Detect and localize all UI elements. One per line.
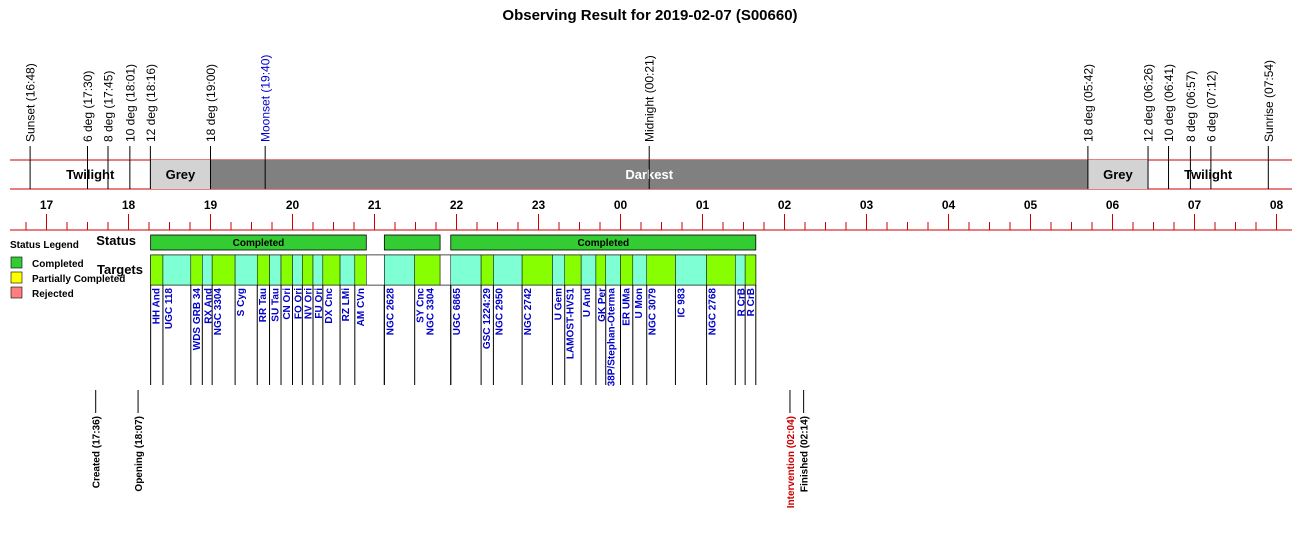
legend-label-rejected: Rejected [32, 289, 74, 300]
legend-label-completed: Completed [32, 259, 84, 270]
target-block [270, 255, 281, 285]
target-name: 38P/Stephan-Oterma [606, 288, 618, 387]
event-label: 18 deg (19:00) [204, 63, 218, 142]
hour-tick-label: 03 [859, 198, 874, 212]
target-name: RZ LMi [341, 288, 353, 322]
target-block [493, 255, 522, 285]
target-block [552, 255, 564, 285]
target-name: NGC 3304 [425, 288, 437, 336]
bottom-event-label: Intervention (02:04) [785, 416, 797, 509]
target-name: UGC 6865 [451, 288, 463, 336]
target-block [745, 255, 756, 285]
status-row [151, 235, 756, 250]
target-block [235, 255, 257, 285]
target-gap [366, 255, 384, 285]
chart-title: Observing Result for 2019-02-07 (S00660) [502, 7, 798, 24]
event-label: 10 deg (18:01) [123, 63, 138, 142]
legend-label-partial: Partially Completed [32, 274, 126, 285]
event-label: 6 deg (17:30) [81, 70, 95, 142]
hour-tick-label: 21 [367, 198, 382, 212]
event-label: 12 deg (06:26) [1141, 63, 1156, 142]
target-block [596, 255, 606, 285]
target-block [212, 255, 235, 285]
hour-tick-label: 20 [285, 198, 300, 212]
target-block [606, 255, 621, 285]
event-label: Sunset (16:48) [23, 63, 38, 142]
target-block [191, 255, 202, 285]
target-name: HH And [151, 288, 163, 325]
legend-swatch-completed [11, 257, 22, 268]
target-block [313, 255, 323, 285]
target-block [163, 255, 191, 285]
target-block [202, 255, 212, 285]
target-gap [440, 255, 451, 285]
target-name: U And [582, 288, 594, 318]
target-name: NGC 2768 [707, 288, 719, 336]
target-name: CN Ori [282, 288, 294, 320]
event-label: 8 deg (06:57) [1183, 70, 1198, 142]
target-name: NGC 3304 [213, 288, 225, 336]
target-name: NGC 2628 [385, 288, 397, 336]
target-name: R CrB [736, 288, 748, 317]
target-block [355, 255, 366, 285]
target-block [675, 255, 706, 285]
target-name: UGC 118 [163, 288, 175, 330]
status-block [384, 235, 440, 250]
target-name: IC 983 [676, 288, 688, 318]
hour-tick-label: 22 [449, 198, 464, 212]
hour-tick-label: 05 [1023, 198, 1038, 212]
bottom-event-markers [92, 390, 811, 508]
target-name: R CrB [746, 288, 758, 317]
target-block [647, 255, 676, 285]
target-name: FU Ori [314, 288, 325, 319]
target-block [633, 255, 647, 285]
target-block [735, 255, 745, 285]
target-name: GSC 1224:29 [482, 288, 494, 350]
hour-tick-label: 01 [695, 198, 710, 212]
target-name: NGC 2742 [523, 288, 535, 336]
hour-tick-label: 04 [941, 198, 956, 212]
target-block [415, 255, 440, 285]
hour-tick-label: 08 [1269, 198, 1284, 212]
target-block [384, 255, 414, 285]
targets-row [151, 255, 758, 386]
target-name: SY Cnc [415, 288, 427, 323]
target-block [522, 255, 552, 285]
target-name: RX And [203, 288, 215, 324]
target-name: NGC 3079 [647, 288, 659, 336]
hour-tick-label: 07 [1187, 198, 1202, 212]
target-name: S Cyg [236, 288, 248, 317]
bottom-event-label: Created (17:36) [91, 416, 103, 489]
hour-tick-label: 02 [777, 198, 792, 212]
target-name: GK Per [596, 288, 608, 322]
status-row-label: Status [96, 233, 136, 248]
hour-axis [10, 198, 1292, 230]
target-block [621, 255, 633, 285]
target-block [257, 255, 269, 285]
sky-band-label: Twilight [1184, 167, 1233, 182]
target-block [340, 255, 355, 285]
target-block [481, 255, 493, 285]
targets-row-label: Targets [97, 262, 143, 277]
target-name: WDS GRB 34 [191, 288, 203, 351]
top-event-markers [24, 55, 1276, 160]
event-label: 18 deg (05:42) [1081, 63, 1096, 142]
sky-band-label: Grey [165, 167, 196, 182]
hour-tick-label: 00 [613, 198, 628, 212]
hour-tick-label: 18 [121, 198, 136, 212]
target-block [323, 255, 340, 285]
target-name: LAMOST-HVS1 [565, 288, 577, 360]
hour-tick-label: 17 [39, 198, 54, 212]
bottom-event-label: Opening (18:07) [134, 416, 146, 492]
target-block [581, 255, 596, 285]
target-block [565, 255, 581, 285]
target-name: AM CVn [355, 288, 367, 327]
target-block [151, 255, 163, 285]
hour-tick-label: 23 [531, 198, 546, 212]
target-name: RR Tau [258, 288, 270, 323]
sky-band-label: Twilight [66, 167, 115, 182]
event-label: 12 deg (18:16) [143, 63, 158, 142]
status-block-label: Completed [232, 238, 285, 249]
target-name: U Mon [633, 288, 645, 319]
hour-tick-label: 06 [1105, 198, 1120, 212]
event-label: Sunrise (07:54) [1261, 59, 1276, 142]
status-legend-title: Status Legend [10, 240, 79, 251]
sky-band-label: Grey [1103, 167, 1133, 182]
target-name: U Gem [553, 288, 565, 321]
event-label: Moonset (19:40) [258, 54, 273, 142]
target-name: SU Tau [270, 288, 282, 322]
legend-swatch-rejected [11, 287, 22, 298]
target-block [293, 255, 303, 285]
hour-tick-label: 19 [203, 198, 218, 212]
sky-condition-bands [10, 160, 1292, 189]
legend-swatch-partial [11, 272, 22, 283]
target-name: NGC 2950 [494, 288, 506, 336]
event-label: 10 deg (06:41) [1162, 63, 1177, 142]
event-label: 6 deg (07:12) [1204, 70, 1219, 142]
bottom-event-label: Finished (02:14) [799, 416, 811, 493]
sky-band-label: Darkest [625, 167, 674, 182]
target-block [302, 255, 313, 285]
event-label: 8 deg (17:45) [101, 70, 116, 142]
target-block [707, 255, 736, 285]
target-block [281, 255, 292, 285]
status-block-label: Completed [577, 238, 630, 249]
event-label: Midnight (00:21) [642, 55, 657, 142]
target-block [451, 255, 481, 285]
target-name: ER UMa [621, 288, 633, 326]
target-name: DX Cnc [323, 288, 335, 324]
target-name: FO Ori [293, 288, 305, 320]
target-name: NV Ori [303, 288, 315, 320]
